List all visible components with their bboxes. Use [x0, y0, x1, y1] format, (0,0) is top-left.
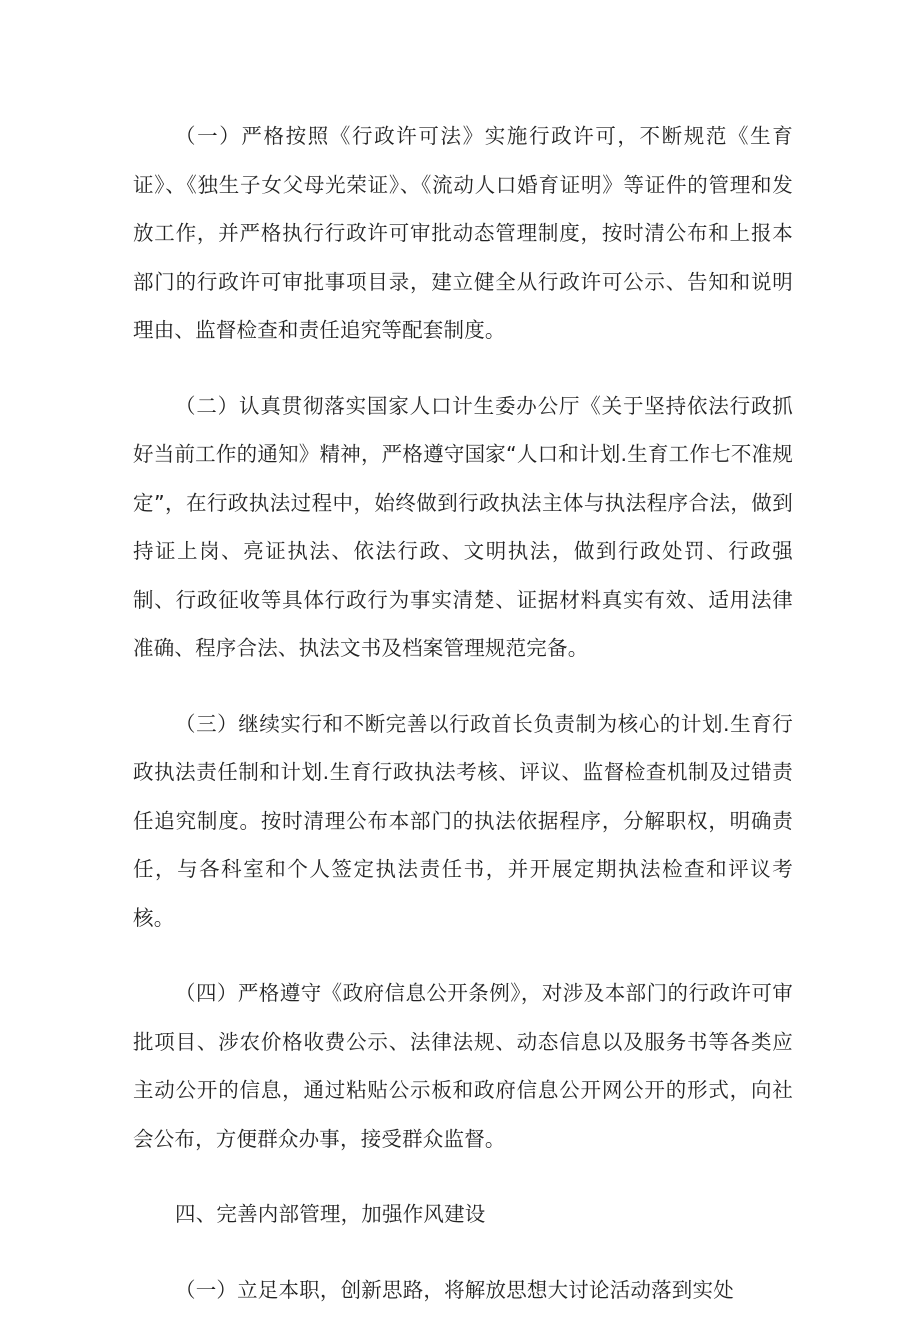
- paragraph-1: （一）严格按照《行政许可法》实施行政许可，不断规范《生育证》、《独生子女父母光荣证》、《流动人口婚育证明》等证件的管理和发放工作，并严格执行行政许可审批动态管理制度，按时清公布和上报本部门的行政许可审批事项目录，建立健全从行政许可公示、告知和说明理由、监督检查和责任追究等配套制度。: [133, 124, 793, 342]
- paragraph-3: （三）继续实行和不断完善以行政首长负责制为核心的计划.生育行政执法责任制和计划.生育行政执法考核、评议、监督检查机制及过错责任追究制度。按时清理公布本部门的执法依据程序，分解职权，明确责任，与各科室和个人签定执法责任书，并开展定期执法检查和评议考核。: [133, 711, 793, 930]
- paragraph-2: （二）认真贯彻落实国家人口计生委办公厅《关于坚持依法行政抓好当前工作的通知》精神，严格遵守国家“人口和计划.生育工作七不准规定”，在行政执法过程中，始终做到行政执法主体与执法程序合法，做到持证上岗、亮证执法、依法行政、文明执法，做到行政处罚、行政强制、行政征收等具体行政行为事实清楚、证据材料真实有效、适用法律准确、程序合法、执法文书及档案管理规范完备。: [133, 393, 793, 660]
- document-body: [133, 112, 793, 1341]
- paragraph-5: （一）立足本职，创新思路，将解放思想大讨论活动落到实处: [175, 1277, 734, 1302]
- paragraph-4: （四）严格遵守《政府信息公开条例》，对涉及本部门的行政许可审批项目、涉农价格收费公示、法律法规、动态信息以及服务书等各类应主动公开的信息，通过粘贴公示板和政府信息公开网公开的形式，向社会公布，方便群众办事，接受群众监督。: [133, 981, 793, 1151]
- section-heading: 四、完善内部管理，加强作风建设: [175, 1202, 486, 1226]
